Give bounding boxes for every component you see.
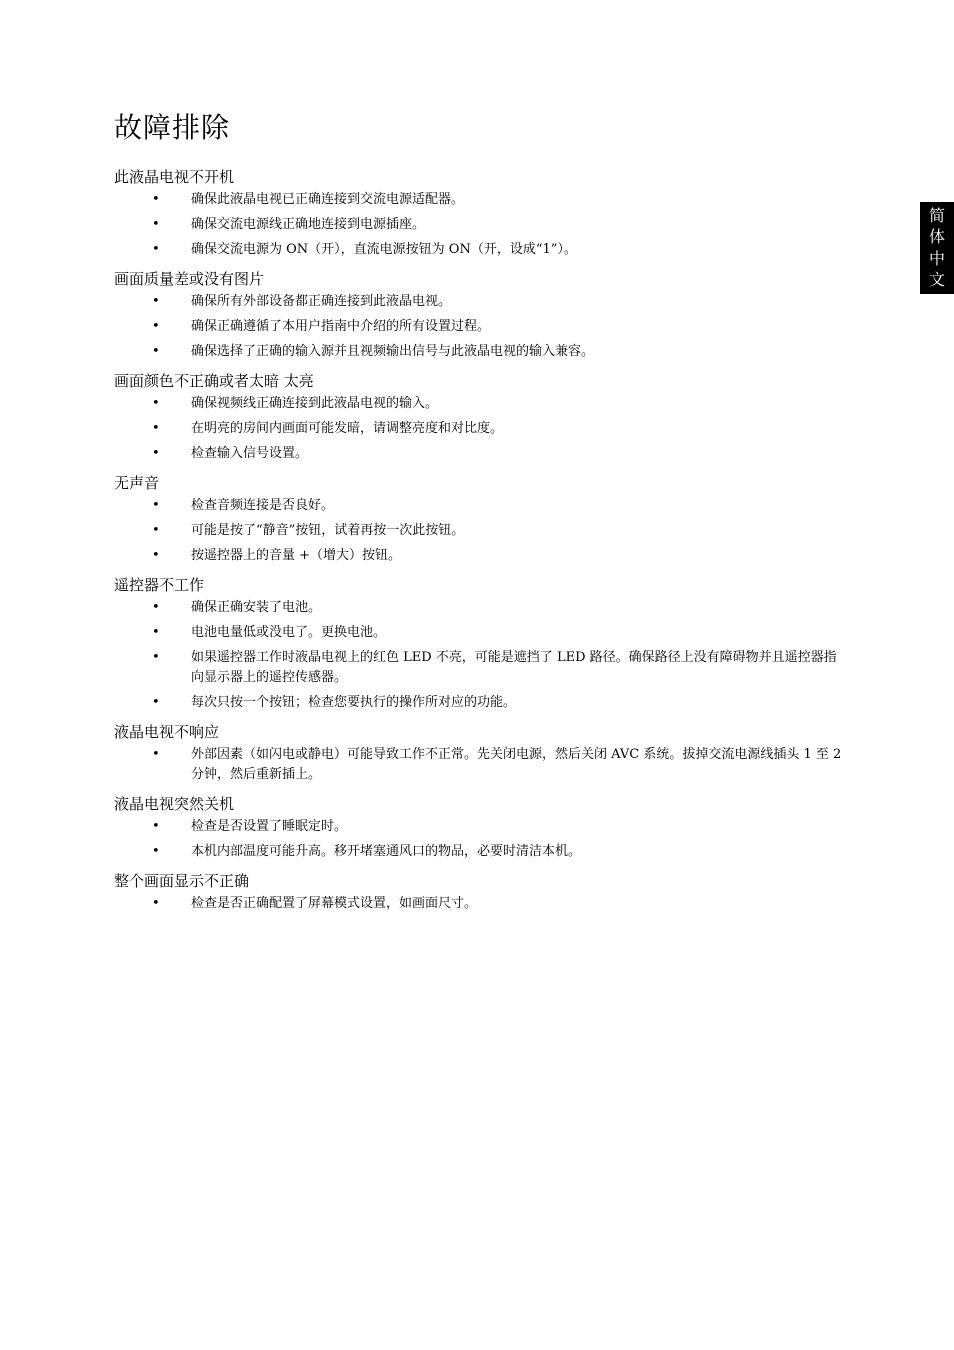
list-item	[114, 648, 844, 688]
bullet-icon: •	[152, 319, 160, 334]
list-item	[114, 342, 844, 362]
list-item	[114, 317, 844, 337]
bullet-icon: •	[152, 217, 160, 232]
list-item	[114, 190, 844, 210]
bullet-icon: •	[152, 600, 160, 615]
list-item-text: 检查是否设置了睡眠定时。	[191, 819, 348, 834]
list-item-text: 确保交流电源为 ON（开），直流电源按钮为 ON（开，设成“1”）。	[191, 242, 577, 257]
language-tab-char: 中	[928, 248, 945, 268]
language-tab-char: 文	[928, 269, 945, 289]
list-item-text: 可能是按了“静音”按钮，试着再按一次此按钮。	[191, 523, 465, 538]
section-heading: 遥控器不工作	[114, 576, 205, 594]
troubleshooting-section	[114, 166, 844, 260]
list-item-text: 确保此液晶电视已正确连接到交流电源适配器。	[191, 192, 465, 207]
bullet-list	[114, 190, 844, 260]
section-heading: 画面质量差或没有图片	[114, 270, 265, 288]
list-item-text: 每次只按一个按钮；检查您要执行的操作所对应的功能。	[191, 695, 517, 710]
list-item	[114, 598, 844, 618]
list-item-text: 确保所有外部设备都正确连接到此液晶电视。	[191, 294, 452, 309]
list-item-text: 检查音频连接是否良好。	[191, 498, 335, 513]
bullet-list	[114, 745, 844, 785]
bullet-icon: •	[152, 650, 160, 665]
troubleshooting-section	[114, 574, 844, 713]
list-item-text: 本机内部温度可能升高。移开堵塞通风口的物品，必要时清洁本机。	[191, 844, 582, 859]
section-heading: 此液晶电视不开机	[114, 168, 235, 186]
list-item	[114, 745, 844, 785]
bullet-icon: •	[152, 548, 160, 563]
list-item	[114, 292, 844, 312]
list-item-text: 确保正确遵循了本用户指南中介绍的所有设置过程。	[191, 319, 491, 334]
bullet-icon: •	[152, 523, 160, 538]
bullet-icon: •	[152, 896, 160, 911]
list-item	[114, 394, 844, 414]
section-heading: 液晶电视突然关机	[114, 795, 235, 813]
section-heading: 画面颜色不正确或者太暗 太亮	[114, 372, 314, 390]
bullet-icon: •	[152, 695, 160, 710]
list-item-text: 检查是否正确配置了屏幕模式设置，如画面尺寸。	[191, 896, 478, 911]
list-item	[114, 240, 844, 260]
bullet-icon: •	[152, 242, 160, 257]
bullet-icon: •	[152, 294, 160, 309]
list-item	[114, 546, 844, 566]
list-item-text: 外部因素（如闪电或静电）可能导致工作不正常。先关闭电源，然后关闭 AVC 系统。拔掉交流电源线插头 1 至 2 分钟，然后重新插上。	[191, 747, 842, 782]
troubleshooting-section	[114, 472, 844, 566]
page-title: 故障排除	[114, 111, 231, 144]
list-item-text: 确保视频线正确连接到此液晶电视的输入。	[191, 396, 439, 411]
bullet-icon: •	[152, 625, 160, 640]
bullet-icon: •	[152, 747, 160, 762]
list-item	[114, 419, 844, 439]
bullet-list	[114, 496, 844, 566]
bullet-icon: •	[152, 192, 160, 207]
list-item	[114, 444, 844, 464]
bullet-list	[114, 292, 844, 362]
list-item-text: 确保交流电源线正确地连接到电源插座。	[191, 217, 426, 232]
language-tab	[920, 202, 954, 294]
list-item-text: 电池电量低或没电了。更换电池。	[191, 625, 387, 640]
list-item	[114, 215, 844, 235]
section-heading: 液晶电视不响应	[114, 723, 220, 741]
list-item-text: 确保选择了正确的输入源并且视频输出信号与此液晶电视的输入兼容。	[191, 344, 595, 359]
troubleshooting-content	[114, 166, 844, 914]
troubleshooting-section	[114, 370, 844, 464]
troubleshooting-section	[114, 721, 844, 785]
bullet-list	[114, 817, 844, 862]
bullet-list	[114, 894, 844, 914]
troubleshooting-section	[114, 793, 844, 862]
list-item	[114, 842, 844, 862]
bullet-list	[114, 598, 844, 713]
list-item	[114, 693, 844, 713]
bullet-icon: •	[152, 396, 160, 411]
language-tab-char: 体	[928, 227, 945, 247]
list-item	[114, 496, 844, 516]
language-tab-char: 简	[928, 206, 945, 226]
list-item-text: 在明亮的房间内画面可能发暗，请调整亮度和对比度。	[191, 421, 504, 436]
troubleshooting-section	[114, 268, 844, 362]
bullet-icon: •	[152, 498, 160, 513]
bullet-icon: •	[152, 446, 160, 461]
troubleshooting-section	[114, 870, 844, 914]
list-item	[114, 623, 844, 643]
list-item-text: 按遥控器上的音量 +（增大）按钮。	[191, 548, 402, 563]
bullet-list	[114, 394, 844, 464]
list-item-text: 如果遥控器工作时液晶电视上的红色 LED 不亮，可能是遮挡了 LED 路径。确保路径上没有障碍物并且遥控器指向显示器上的遥控传感器。	[191, 650, 837, 685]
section-heading: 无声音	[114, 474, 160, 492]
bullet-icon: •	[152, 344, 160, 359]
list-item-text: 检查输入信号设置。	[191, 446, 309, 461]
bullet-icon: •	[152, 421, 160, 436]
bullet-icon: •	[152, 819, 160, 834]
list-item	[114, 894, 844, 914]
list-item	[114, 817, 844, 837]
section-heading: 整个画面显示不正确	[114, 872, 250, 890]
list-item-text: 确保正确安装了电池。	[191, 600, 322, 615]
bullet-icon: •	[152, 844, 160, 859]
list-item	[114, 521, 844, 541]
